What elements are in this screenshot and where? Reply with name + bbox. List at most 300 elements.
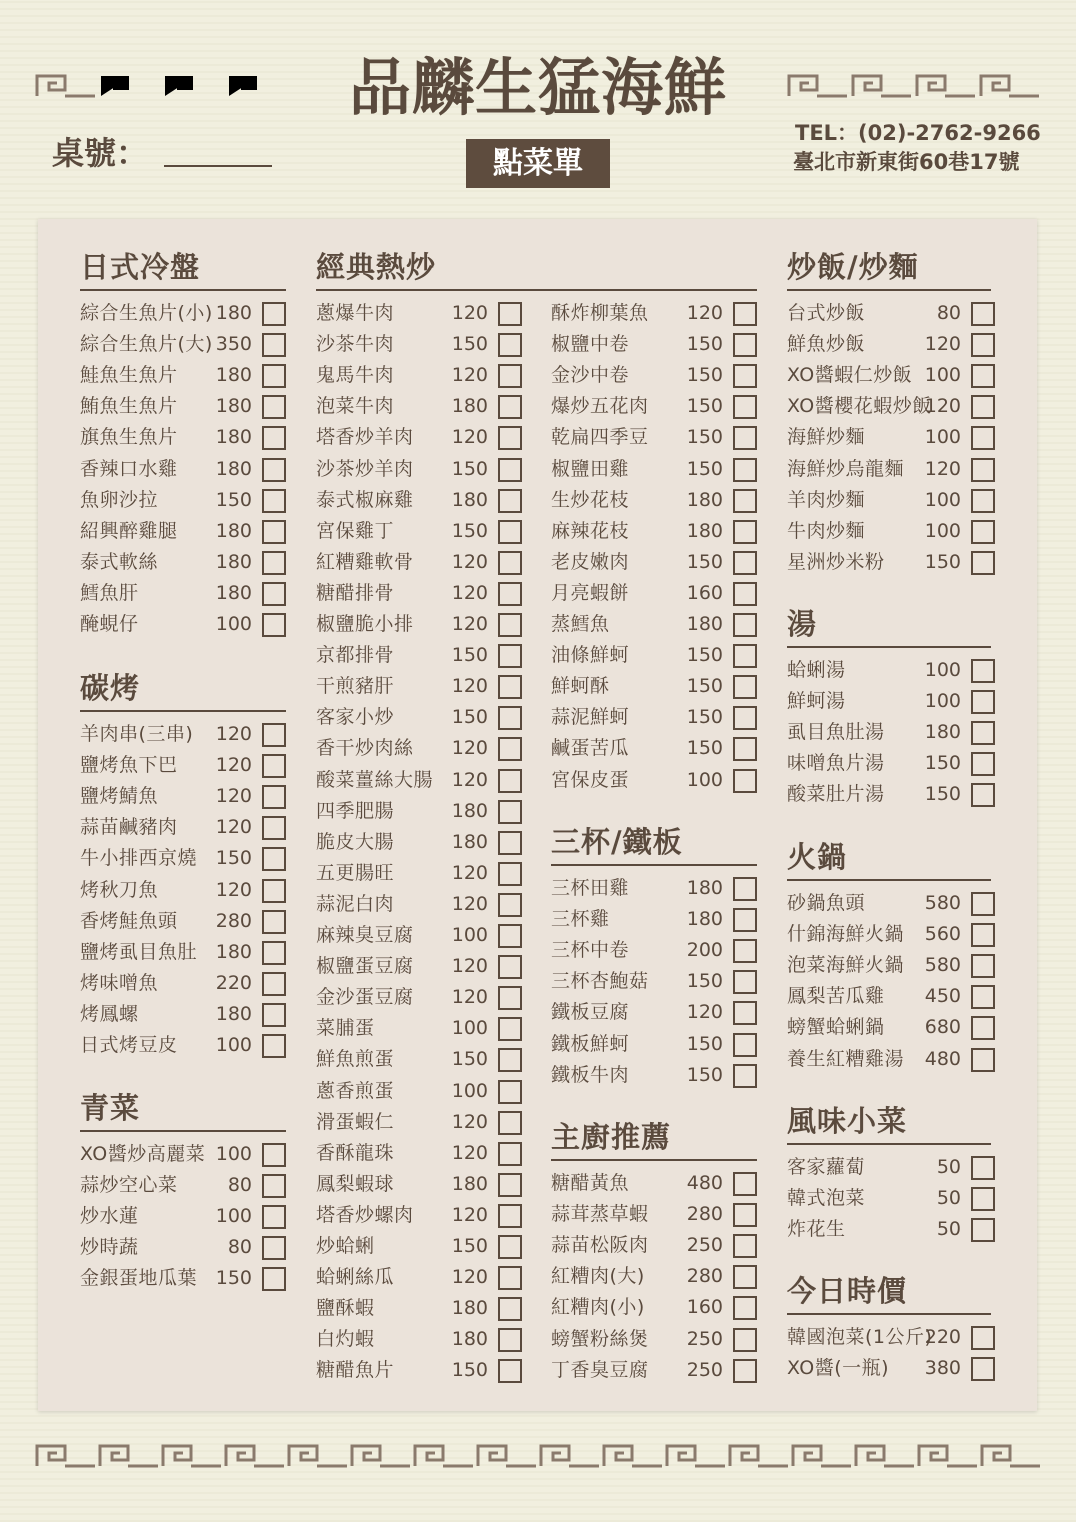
menu-item bbox=[80, 362, 286, 393]
menu-item-name: 韓國泡菜(1公斤) bbox=[787, 1326, 933, 1348]
menu-item bbox=[551, 642, 757, 673]
menu-item-price: 50 bbox=[936, 1187, 961, 1210]
menu-item-price: 150 bbox=[686, 970, 723, 993]
menu-item-name: 鳳梨蝦球 bbox=[316, 1172, 395, 1195]
menu-item-price: 180 bbox=[215, 395, 252, 418]
order-checkbox[interactable] bbox=[733, 364, 757, 388]
menu-item-price: 120 bbox=[924, 395, 961, 418]
order-checkbox[interactable] bbox=[498, 1048, 522, 1072]
menu-item bbox=[80, 424, 286, 455]
section-title: 碳烤 bbox=[80, 671, 141, 705]
order-checkbox[interactable] bbox=[971, 721, 995, 745]
menu-item bbox=[316, 767, 522, 798]
menu-item-price: 120 bbox=[451, 768, 488, 791]
order-checkbox[interactable] bbox=[262, 972, 286, 996]
menu-item bbox=[316, 735, 522, 766]
menu-item-price: 180 bbox=[686, 877, 723, 899]
order-checkbox[interactable] bbox=[498, 986, 522, 1010]
order-checkbox[interactable] bbox=[498, 1297, 522, 1321]
menu-item-name: 泰式軟絲 bbox=[80, 550, 159, 573]
order-checkbox[interactable] bbox=[971, 426, 995, 450]
menu-item-price: 180 bbox=[215, 302, 252, 324]
menu-item bbox=[787, 549, 995, 580]
menu-item-name: 養生紅糟雞湯 bbox=[787, 1047, 905, 1070]
menu-item bbox=[316, 1140, 522, 1171]
menu-item-price: 180 bbox=[215, 426, 252, 449]
menu-item-name: 蒜炒空心菜 bbox=[80, 1174, 178, 1197]
order-checkbox[interactable] bbox=[498, 1266, 522, 1290]
menu-item-price: 180 bbox=[215, 940, 252, 963]
order-checkbox[interactable] bbox=[733, 1203, 757, 1227]
order-checkbox[interactable] bbox=[262, 1143, 286, 1167]
order-checkbox[interactable] bbox=[498, 520, 522, 544]
menu-item-price: 150 bbox=[686, 737, 723, 760]
menu-item-price: 100 bbox=[924, 426, 961, 449]
menu-item bbox=[80, 1234, 286, 1265]
menu-item bbox=[316, 300, 522, 331]
order-checkbox[interactable] bbox=[733, 737, 757, 761]
menu-item-name: 椒鹽田雞 bbox=[551, 457, 630, 480]
order-checkbox[interactable] bbox=[971, 458, 995, 482]
table-number-blank[interactable] bbox=[164, 165, 272, 167]
order-checkbox[interactable] bbox=[498, 1080, 522, 1104]
menu-item-name: 蔥香煎蛋 bbox=[316, 1079, 395, 1102]
menu-item bbox=[787, 487, 995, 518]
menu-item-name: 糖醋黃魚 bbox=[551, 1172, 630, 1194]
menu-item-price: 560 bbox=[924, 923, 961, 946]
order-checkbox[interactable] bbox=[971, 1048, 995, 1072]
menu-item-price: 200 bbox=[686, 939, 723, 962]
order-checkbox[interactable] bbox=[262, 333, 286, 357]
menu-item-price: 150 bbox=[451, 706, 488, 729]
order-checkbox[interactable] bbox=[733, 489, 757, 513]
order-checkbox[interactable] bbox=[262, 426, 286, 450]
menu-item-price: 150 bbox=[451, 457, 488, 480]
menu-item bbox=[551, 611, 757, 642]
menu-item-price: 150 bbox=[451, 1048, 488, 1071]
menu-item-name: 台式炒飯 bbox=[787, 302, 866, 324]
order-checkbox[interactable] bbox=[262, 941, 286, 965]
order-checkbox[interactable] bbox=[262, 582, 286, 606]
order-checkbox[interactable] bbox=[498, 769, 522, 793]
menu-item bbox=[787, 1355, 995, 1386]
order-checkbox[interactable] bbox=[498, 737, 522, 761]
menu-item bbox=[316, 1015, 522, 1046]
menu-item-price: 150 bbox=[686, 706, 723, 729]
menu-item bbox=[316, 829, 522, 860]
menu-item-price: 80 bbox=[936, 302, 961, 324]
order-checkbox[interactable] bbox=[262, 1236, 286, 1260]
menu-item bbox=[787, 518, 995, 549]
menu-item-name: 羊肉串(三串) bbox=[80, 723, 194, 745]
menu-item-name: 生炒花枝 bbox=[551, 488, 630, 511]
order-checkbox[interactable] bbox=[262, 785, 286, 809]
menu-item-price: 120 bbox=[451, 302, 488, 324]
order-checkbox[interactable] bbox=[733, 970, 757, 994]
menu-item-name: 螃蟹粉絲煲 bbox=[551, 1327, 649, 1350]
menu-item-price: 100 bbox=[924, 364, 961, 387]
menu-item-price: 150 bbox=[215, 488, 252, 511]
menu-item bbox=[80, 611, 286, 642]
menu-item-name: 香烤鮭魚頭 bbox=[80, 909, 178, 932]
order-checkbox[interactable] bbox=[262, 395, 286, 419]
menu-item-name: 鬼馬牛肉 bbox=[316, 364, 395, 387]
order-checkbox[interactable] bbox=[262, 302, 286, 326]
order-checkbox[interactable] bbox=[733, 1234, 757, 1258]
order-checkbox[interactable] bbox=[262, 723, 286, 747]
order-checkbox[interactable] bbox=[498, 395, 522, 419]
menu-item bbox=[316, 1357, 522, 1388]
menu-item-name: 塔香炒羊肉 bbox=[316, 426, 414, 449]
order-checkbox[interactable] bbox=[498, 364, 522, 388]
menu-item-name: 日式烤豆皮 bbox=[80, 1034, 178, 1056]
order-checkbox[interactable] bbox=[498, 862, 522, 886]
order-checkbox[interactable] bbox=[733, 551, 757, 575]
order-checkbox[interactable] bbox=[498, 458, 522, 482]
menu-item-name: 塔香炒螺肉 bbox=[316, 1203, 414, 1226]
order-checkbox[interactable] bbox=[971, 1156, 995, 1180]
menu-item-price: 150 bbox=[686, 333, 723, 356]
order-checkbox[interactable] bbox=[262, 816, 286, 840]
menu-item-price: 150 bbox=[686, 457, 723, 480]
order-checkbox[interactable] bbox=[262, 613, 286, 637]
menu-item bbox=[80, 752, 286, 783]
menu-item-price: 150 bbox=[924, 752, 961, 775]
order-checkbox[interactable] bbox=[262, 910, 286, 934]
menu-item-price: 150 bbox=[686, 675, 723, 698]
order-checkbox[interactable] bbox=[498, 1142, 522, 1166]
menu-item bbox=[80, 908, 286, 939]
order-checkbox[interactable] bbox=[733, 908, 757, 932]
order-checkbox[interactable] bbox=[971, 1357, 995, 1381]
order-checkbox[interactable] bbox=[971, 551, 995, 575]
menu-item-price: 180 bbox=[215, 364, 252, 387]
order-checkbox[interactable] bbox=[262, 1267, 286, 1291]
menu-item-name: 香辣口水雞 bbox=[80, 457, 178, 480]
order-checkbox[interactable] bbox=[262, 1034, 286, 1058]
menu-item-name: 四季肥腸 bbox=[316, 799, 395, 822]
order-checkbox[interactable] bbox=[733, 675, 757, 699]
order-checkbox[interactable] bbox=[971, 892, 995, 916]
order-checkbox[interactable] bbox=[733, 1296, 757, 1320]
menu-item bbox=[551, 704, 757, 735]
order-checkbox[interactable] bbox=[262, 1174, 286, 1198]
order-checkbox[interactable] bbox=[262, 1003, 286, 1027]
order-checkbox[interactable] bbox=[498, 333, 522, 357]
order-checkbox[interactable] bbox=[262, 754, 286, 778]
order-checkbox[interactable] bbox=[498, 831, 522, 855]
order-checkbox[interactable] bbox=[733, 1359, 757, 1383]
menu-item-name: 烤味噌魚 bbox=[80, 971, 159, 994]
order-checkbox[interactable] bbox=[733, 1001, 757, 1025]
menu-item-price: 480 bbox=[924, 1047, 961, 1070]
menu-item-name: 滑蛋蝦仁 bbox=[316, 1110, 395, 1133]
order-checkbox[interactable] bbox=[733, 426, 757, 450]
menu-item-name: 泡菜牛肉 bbox=[316, 395, 395, 418]
menu-item-name: 麻辣花枝 bbox=[551, 519, 630, 542]
order-checkbox[interactable] bbox=[733, 769, 757, 793]
menu-item-name: 椒鹽脆小排 bbox=[316, 613, 414, 635]
order-checkbox[interactable] bbox=[498, 1111, 522, 1135]
menu-item-name: 沙茶炒羊肉 bbox=[316, 457, 414, 480]
order-checkbox[interactable] bbox=[971, 1187, 995, 1211]
menu-item-name: 客家蘿蔔 bbox=[787, 1156, 866, 1178]
menu-item-price: 250 bbox=[686, 1358, 723, 1381]
menu-item bbox=[316, 1295, 522, 1326]
fret-pattern-icon bbox=[35, 1440, 1045, 1470]
menu-item-name: 乾扁四季豆 bbox=[551, 426, 649, 449]
order-checkbox[interactable] bbox=[971, 489, 995, 513]
menu-item-name: 味噌魚片湯 bbox=[787, 752, 885, 775]
order-checkbox[interactable] bbox=[498, 800, 522, 824]
menu-item bbox=[80, 300, 286, 331]
fret-border-top-right bbox=[787, 70, 1043, 100]
menu-item-name: 老皮嫩肉 bbox=[551, 550, 630, 573]
menu-item bbox=[316, 549, 522, 580]
order-checkbox[interactable] bbox=[971, 520, 995, 544]
table-number-label: 桌號： bbox=[52, 134, 149, 172]
order-checkbox[interactable] bbox=[498, 1017, 522, 1041]
order-checkbox[interactable] bbox=[733, 939, 757, 963]
menu-item-name: 爆炒五花肉 bbox=[551, 395, 649, 418]
phone-number: TEL：(02)-2762-9266 bbox=[795, 121, 1041, 145]
section-title: 今日時價 bbox=[787, 1274, 908, 1308]
menu-item bbox=[316, 1264, 522, 1295]
menu-item-name: 泰式椒麻雞 bbox=[316, 488, 414, 511]
menu-item bbox=[787, 1216, 995, 1247]
menu-item-name: 三杯雞 bbox=[551, 908, 610, 931]
order-checkbox[interactable] bbox=[733, 333, 757, 357]
menu-item-name: 白灼蝦 bbox=[316, 1328, 375, 1351]
order-checkbox[interactable] bbox=[498, 1328, 522, 1352]
menu-item bbox=[316, 362, 522, 393]
order-checkbox[interactable] bbox=[733, 644, 757, 668]
menu-item bbox=[551, 1263, 757, 1294]
order-checkbox[interactable] bbox=[498, 893, 522, 917]
menu-item bbox=[80, 1032, 286, 1063]
menu-item bbox=[551, 1326, 757, 1357]
menu-item bbox=[551, 875, 757, 906]
order-checkbox[interactable] bbox=[498, 706, 522, 730]
menu-item-price: 100 bbox=[924, 488, 961, 511]
order-checkbox[interactable] bbox=[971, 1326, 995, 1350]
menu-item-name: 菜脯蛋 bbox=[316, 1017, 375, 1040]
menu-item-price: 120 bbox=[451, 613, 488, 635]
order-checkbox[interactable] bbox=[498, 955, 522, 979]
order-checkbox[interactable] bbox=[971, 1218, 995, 1242]
menu-item bbox=[551, 1357, 757, 1388]
menu-item-name: 宮保皮蛋 bbox=[551, 768, 630, 791]
order-checkbox[interactable] bbox=[733, 302, 757, 326]
order-checkbox[interactable] bbox=[498, 489, 522, 513]
section-divider bbox=[80, 710, 286, 712]
order-checkbox[interactable] bbox=[498, 1173, 522, 1197]
menu-item-name: XO醬櫻花蝦炒飯 bbox=[787, 395, 932, 418]
menu-item-name: 綜合生魚片(小) bbox=[80, 302, 213, 324]
menu-item bbox=[787, 1185, 995, 1216]
section-divider bbox=[787, 1313, 991, 1315]
menu-item-price: 120 bbox=[215, 723, 252, 745]
fret-pattern-icon bbox=[35, 70, 291, 100]
menu-item-name: 麻辣臭豆腐 bbox=[316, 924, 414, 946]
fret-pattern-icon bbox=[787, 70, 1043, 100]
order-checkbox[interactable] bbox=[971, 395, 995, 419]
menu-item bbox=[551, 393, 757, 424]
menu-item bbox=[551, 487, 757, 518]
order-checkbox[interactable] bbox=[971, 923, 995, 947]
section-divider bbox=[551, 864, 757, 866]
menu-item-price: 150 bbox=[686, 1063, 723, 1086]
section-title: 湯 bbox=[787, 607, 818, 641]
menu-item bbox=[787, 750, 995, 781]
order-checkbox[interactable] bbox=[733, 1328, 757, 1352]
menu-item bbox=[551, 1031, 757, 1062]
menu-item-name: 魚卵沙拉 bbox=[80, 488, 159, 511]
menu-item-price: 280 bbox=[686, 1265, 723, 1288]
order-checkbox[interactable] bbox=[262, 1205, 286, 1229]
menu-item-price: 120 bbox=[451, 364, 488, 387]
menu-item-name: 鹹蛋苦瓜 bbox=[551, 737, 630, 760]
order-checkbox[interactable] bbox=[262, 551, 286, 575]
order-checkbox[interactable] bbox=[262, 520, 286, 544]
menu-item-name: 三杯田雞 bbox=[551, 877, 630, 899]
menu-item bbox=[787, 362, 995, 393]
order-checkbox[interactable] bbox=[498, 1359, 522, 1383]
menu-item-price: 120 bbox=[451, 737, 488, 760]
order-checkbox[interactable] bbox=[498, 1204, 522, 1228]
menu-item-price: 120 bbox=[924, 333, 961, 356]
menu-item-price: 120 bbox=[451, 550, 488, 573]
menu-item-name: 海鮮炒烏龍麵 bbox=[787, 457, 905, 480]
menu-item-name: 椒鹽蛋豆腐 bbox=[316, 955, 414, 978]
menu-item-name: 金沙中卷 bbox=[551, 364, 630, 387]
menu-item bbox=[551, 331, 757, 362]
menu-item-name: 鮮蚵酥 bbox=[551, 675, 610, 698]
menu-item-price: 220 bbox=[215, 971, 252, 994]
order-checkbox[interactable] bbox=[262, 489, 286, 513]
order-checkbox[interactable] bbox=[498, 675, 522, 699]
order-checkbox[interactable] bbox=[733, 582, 757, 606]
menu-item-price: 120 bbox=[451, 426, 488, 449]
order-checkbox[interactable] bbox=[971, 302, 995, 326]
menu-item-price: 100 bbox=[215, 1205, 252, 1228]
menu-item-price: 580 bbox=[924, 954, 961, 977]
menu-item bbox=[80, 518, 286, 549]
menu-item bbox=[551, 1062, 757, 1093]
menu-item-price: 120 bbox=[924, 457, 961, 480]
order-checkbox[interactable] bbox=[262, 458, 286, 482]
section-divider bbox=[787, 289, 991, 291]
order-checkbox[interactable] bbox=[733, 520, 757, 544]
menu-item-name: 蛤蜊湯 bbox=[787, 659, 846, 681]
menu-item bbox=[80, 393, 286, 424]
menu-item-price: 250 bbox=[686, 1327, 723, 1350]
menu-item-price: 150 bbox=[686, 1032, 723, 1055]
order-checkbox[interactable] bbox=[971, 690, 995, 714]
menu-item-name: 干煎豬肝 bbox=[316, 675, 395, 698]
menu-item-name: 丁香臭豆腐 bbox=[551, 1358, 649, 1381]
menu-item-price: 580 bbox=[924, 892, 961, 914]
order-checkbox[interactable] bbox=[498, 1235, 522, 1259]
order-checkbox[interactable] bbox=[498, 613, 522, 637]
order-checkbox[interactable] bbox=[262, 364, 286, 388]
order-checkbox[interactable] bbox=[971, 364, 995, 388]
order-checkbox[interactable] bbox=[733, 877, 757, 901]
order-checkbox[interactable] bbox=[733, 395, 757, 419]
menu-item-name: 鮪魚生魚片 bbox=[80, 395, 178, 418]
order-checkbox[interactable] bbox=[733, 1172, 757, 1196]
menu-item bbox=[80, 549, 286, 580]
menu-item bbox=[551, 362, 757, 393]
menu-item bbox=[80, 970, 286, 1001]
menu-item-name: 蔥爆牛肉 bbox=[316, 302, 395, 324]
menu-item-price: 50 bbox=[936, 1156, 961, 1178]
order-checkbox[interactable] bbox=[971, 752, 995, 776]
menu-item-price: 150 bbox=[451, 644, 488, 667]
menu-item-name: 酸菜薑絲大腸 bbox=[316, 768, 434, 791]
menu-item bbox=[551, 767, 757, 798]
order-checkbox[interactable] bbox=[971, 954, 995, 978]
order-checkbox[interactable] bbox=[498, 924, 522, 948]
menu-item bbox=[787, 983, 995, 1014]
order-checkbox[interactable] bbox=[971, 985, 995, 1009]
menu-item-price: 250 bbox=[686, 1234, 723, 1257]
section-title: 日式冷盤 bbox=[80, 250, 201, 284]
menu-item bbox=[787, 781, 995, 812]
order-checkbox[interactable] bbox=[733, 1265, 757, 1289]
menu-item-price: 80 bbox=[227, 1236, 252, 1259]
order-checkbox[interactable] bbox=[733, 706, 757, 730]
menu-item-name: 炒水蓮 bbox=[80, 1205, 139, 1228]
section-title: 風味小菜 bbox=[787, 1104, 908, 1138]
order-checkbox[interactable] bbox=[498, 551, 522, 575]
order-checkbox[interactable] bbox=[733, 458, 757, 482]
menu-item bbox=[316, 424, 522, 455]
address: 臺北市新東街60巷17號 bbox=[793, 150, 1020, 174]
order-checkbox[interactable] bbox=[733, 613, 757, 637]
menu-item bbox=[80, 939, 286, 970]
menu-item bbox=[316, 922, 522, 953]
menu-item-price: 120 bbox=[451, 955, 488, 978]
menu-item bbox=[316, 393, 522, 424]
order-checkbox[interactable] bbox=[498, 426, 522, 450]
menu-item-name: 鮮魚炒飯 bbox=[787, 333, 866, 356]
menu-item-name: XO醬蝦仁炒飯 bbox=[787, 364, 913, 387]
menu-item bbox=[80, 877, 286, 908]
menu-item bbox=[787, 331, 995, 362]
menu-item bbox=[80, 1203, 286, 1234]
order-checkbox[interactable] bbox=[498, 302, 522, 326]
order-checkbox[interactable] bbox=[971, 1016, 995, 1040]
order-checkbox[interactable] bbox=[971, 659, 995, 683]
menu-item bbox=[551, 549, 757, 580]
order-checkbox[interactable] bbox=[498, 644, 522, 668]
menu-item-name: 紅糟肉(小) bbox=[551, 1296, 645, 1319]
menu-item-price: 100 bbox=[924, 690, 961, 713]
order-checkbox[interactable] bbox=[262, 879, 286, 903]
order-checkbox[interactable] bbox=[498, 582, 522, 606]
order-checkbox[interactable] bbox=[262, 847, 286, 871]
menu-item bbox=[80, 1001, 286, 1032]
menu-item-price: 220 bbox=[924, 1326, 961, 1348]
menu-item bbox=[551, 937, 757, 968]
order-checkbox[interactable] bbox=[733, 1064, 757, 1088]
order-checkbox[interactable] bbox=[971, 333, 995, 357]
menu-item-price: 180 bbox=[215, 519, 252, 542]
order-checkbox[interactable] bbox=[733, 1033, 757, 1057]
menu-item bbox=[80, 1265, 286, 1296]
order-checkbox[interactable] bbox=[971, 783, 995, 807]
